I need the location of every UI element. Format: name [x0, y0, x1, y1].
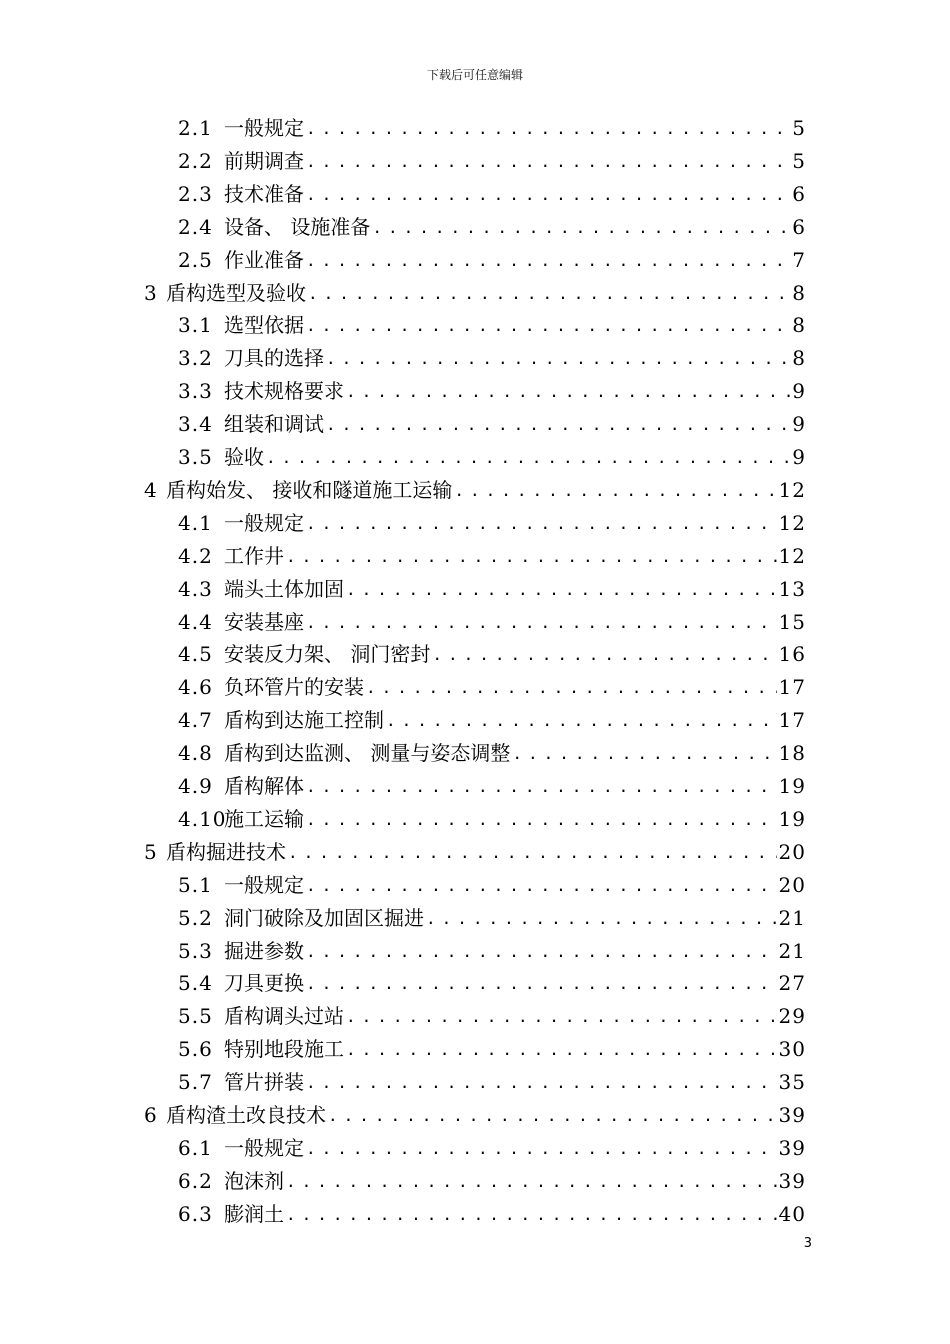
toc-dot-leader [306, 178, 790, 211]
toc-dot-leader [306, 507, 777, 540]
toc-entry-title: 技术规格要求 [224, 379, 344, 404]
toc-entry-title: 负环管片的安装 [224, 675, 364, 700]
toc-entry-page: 19 [778, 806, 806, 831]
toc-entry-title: 安装反力架、 洞门密封 [224, 642, 431, 667]
toc-dot-leader [306, 803, 777, 836]
toc-entry[interactable] [178, 112, 806, 145]
toc-entry-title: 洞门破除及加固区掘进 [224, 905, 424, 930]
toc-dot-leader [306, 244, 790, 277]
toc-entry[interactable] [178, 704, 806, 737]
toc-entry-title: 泡沫剂 [224, 1168, 284, 1193]
toc-dot-leader [306, 770, 777, 803]
toc-entry-number: 4.1 [178, 510, 213, 535]
toc-entry-number: 5.1 [178, 872, 213, 897]
toc-entry-title: 盾构解体 [224, 774, 304, 798]
toc-entry[interactable] [178, 507, 806, 540]
toc-entry[interactable] [144, 277, 806, 310]
toc-entry-title: 掘进参数 [224, 938, 304, 963]
toc-entry-page: 29 [778, 1004, 806, 1029]
toc-entry-number: 3 [144, 280, 158, 305]
toc-entry[interactable] [178, 737, 806, 770]
toc-dot-leader [372, 211, 790, 244]
toc-entry[interactable] [178, 967, 806, 1000]
toc-dot-leader [346, 375, 790, 408]
toc-entry-number: 4.8 [178, 741, 213, 766]
toc-entry[interactable] [178, 1066, 806, 1099]
toc-entry-page: 27 [778, 971, 806, 996]
toc-entry-number: 4.10 [178, 806, 227, 831]
toc-entry-title: 膨润土 [224, 1201, 284, 1226]
toc-entry[interactable] [178, 211, 806, 244]
toc-entry-number: 2.1 [178, 116, 213, 140]
toc-entry[interactable] [178, 178, 806, 211]
toc-entry[interactable] [178, 770, 806, 803]
toc-entry-number: 5.3 [178, 938, 213, 963]
toc-entry-number: 5 [144, 839, 158, 864]
toc-entry-title: 工作井 [224, 543, 284, 568]
toc-dot-leader [286, 1165, 777, 1198]
toc-entry-number: 4.7 [178, 708, 213, 733]
toc-entry-page: 30 [778, 1037, 806, 1062]
toc-entry-page: 16 [778, 642, 806, 667]
toc-dot-leader [288, 836, 777, 869]
toc-entry[interactable] [178, 408, 806, 441]
toc-dot-leader [306, 606, 777, 639]
toc-dot-leader [286, 540, 777, 573]
toc-entry[interactable] [178, 935, 806, 968]
toc-entry-number: 6 [144, 1103, 158, 1127]
toc-entry-title: 技术准备 [224, 181, 304, 206]
toc-entry[interactable] [178, 671, 806, 704]
toc-entry[interactable] [178, 902, 806, 935]
toc-entry-title: 施工运输 [224, 806, 304, 831]
toc-entry-title: 作业准备 [224, 247, 304, 272]
toc-entry-number: 2.2 [178, 148, 213, 173]
toc-entry[interactable] [178, 441, 806, 474]
toc-entry[interactable] [178, 869, 806, 902]
toc-dot-leader [306, 145, 790, 178]
toc-entry-number: 5.4 [178, 971, 213, 996]
toc-entry-page: 12 [778, 477, 806, 502]
toc-dot-leader [366, 671, 777, 704]
toc-entry-title: 验收 [224, 445, 264, 469]
toc-entry-title: 一般规定 [224, 116, 304, 140]
toc-entry[interactable] [178, 1033, 806, 1066]
toc-dot-leader [328, 1099, 777, 1132]
toc-entry-page: 18 [778, 741, 806, 766]
toc-entry-title: 端头土体加固 [224, 576, 344, 601]
toc-entry-title: 组装和调试 [224, 412, 324, 437]
toc-entry[interactable] [178, 573, 806, 606]
toc-entry-number: 2.5 [178, 247, 213, 272]
toc-dot-leader [286, 1198, 777, 1231]
toc-dot-leader [306, 935, 777, 968]
page-header: 下载后可任意编辑 [426, 68, 523, 82]
toc-entry-number: 5.6 [178, 1037, 213, 1062]
page-number: 3 [803, 1236, 812, 1251]
toc-entry-page: 17 [778, 675, 806, 700]
toc-entry-title: 盾构调头过站 [224, 1004, 344, 1029]
toc-dot-leader [326, 342, 790, 375]
toc-entry[interactable] [178, 638, 806, 671]
toc-entry-page: 40 [778, 1201, 806, 1226]
toc-entry-title: 盾构掘进技术 [166, 839, 286, 864]
toc-entry-title: 特别地段施工 [224, 1037, 344, 1062]
toc-entry[interactable] [144, 1099, 806, 1132]
toc-dot-leader [346, 1000, 777, 1033]
toc-entry-number: 6.2 [178, 1168, 213, 1193]
toc-entry-title: 盾构到达监测、 测量与姿态调整 [224, 741, 511, 766]
toc-dot-leader [306, 112, 790, 145]
toc-entry[interactable] [178, 803, 806, 836]
toc-entry-number: 4.9 [178, 774, 213, 798]
toc-dot-leader [346, 573, 777, 606]
toc-entry-number: 2.3 [178, 181, 213, 206]
toc-entry-page: 21 [778, 905, 806, 930]
toc-entry-title: 设备、 设施准备 [224, 214, 371, 239]
toc-entry-number: 4.5 [178, 642, 213, 667]
toc-dot-leader [306, 1132, 777, 1165]
toc-entry[interactable] [178, 1198, 806, 1231]
toc-entry-title: 一般规定 [224, 510, 304, 535]
toc-entry-number: 3.2 [178, 346, 213, 371]
toc-entry-page: 8 [792, 346, 806, 371]
toc-entry[interactable] [178, 540, 806, 573]
toc-entry-page: 13 [778, 576, 806, 601]
toc-entry-number: 3.4 [178, 412, 213, 437]
toc-entry-page: 6 [792, 214, 806, 239]
toc-dot-leader [306, 309, 790, 342]
toc-entry-number: 5.2 [178, 905, 213, 930]
toc-entry-page: 5 [792, 148, 806, 173]
toc-dot-leader [308, 277, 790, 310]
toc-entry-page: 17 [778, 708, 806, 733]
toc-entry-number: 5.7 [178, 1070, 213, 1095]
toc-entry-title: 选型依据 [224, 313, 304, 338]
toc-dot-leader [346, 1033, 777, 1066]
toc-entry-page: 9 [792, 412, 806, 437]
toc-entry-number: 6.3 [178, 1201, 213, 1226]
toc-entry[interactable] [178, 309, 806, 342]
toc-entry-page: 21 [778, 938, 806, 963]
toc-dot-leader [306, 967, 777, 1000]
toc-entry-page: 5 [792, 116, 806, 140]
toc-entry-page: 20 [778, 872, 806, 897]
toc-entry-number: 6.1 [178, 1135, 213, 1160]
toc-entry-number: 3.3 [178, 379, 213, 404]
toc-dot-leader [432, 638, 776, 671]
toc-entry-title: 刀具更换 [224, 971, 304, 996]
toc-entry-number: 4.4 [178, 609, 213, 634]
toc-dot-leader [386, 704, 777, 737]
toc-dot-leader [454, 474, 776, 507]
toc-entry-page: 15 [778, 609, 806, 634]
toc-entry-title: 盾构始发、 接收和隧道施工运输 [166, 477, 453, 502]
toc-entry-title: 盾构选型及验收 [166, 280, 306, 305]
toc-entry-page: 6 [792, 181, 806, 206]
toc-entry-page: 19 [778, 774, 806, 798]
toc-entry-title: 盾构渣土改良技术 [166, 1103, 326, 1127]
toc-entry-number: 3.1 [178, 313, 213, 338]
toc-entry-number: 4.3 [178, 576, 213, 601]
toc-entry-page: 8 [792, 313, 806, 338]
toc-entry[interactable] [178, 244, 806, 277]
toc-entry[interactable] [144, 474, 806, 507]
toc-entry-number: 4 [144, 477, 158, 502]
toc-entry[interactable] [144, 836, 806, 869]
toc-entry-page: 7 [792, 247, 806, 272]
toc-dot-leader [512, 737, 776, 770]
toc-dot-leader [306, 1066, 777, 1099]
toc-entry-number: 4.6 [178, 675, 213, 700]
toc-entry-page: 20 [778, 839, 806, 864]
toc-entry-title: 管片拼装 [224, 1070, 304, 1095]
toc-entry[interactable] [178, 145, 806, 178]
toc-entry-page: 39 [778, 1168, 806, 1193]
toc-entry-page: 8 [792, 280, 806, 305]
toc-dot-leader [426, 902, 777, 935]
toc-entry-title: 一般规定 [224, 1135, 304, 1160]
toc-entry-number: 5.5 [178, 1004, 213, 1029]
toc-entry-title: 刀具的选择 [224, 346, 324, 371]
toc-entry-title: 前期调查 [224, 148, 304, 173]
toc-entry-page: 35 [778, 1070, 806, 1095]
toc-entry-page: 39 [778, 1103, 806, 1127]
toc-entry-page: 39 [778, 1135, 806, 1160]
toc-entry[interactable] [178, 1000, 806, 1033]
toc-entry-page: 9 [792, 445, 806, 469]
toc-entry-number: 2.4 [178, 214, 213, 239]
toc-entry-page: 9 [792, 379, 806, 404]
toc-dot-leader [266, 441, 790, 474]
toc-dot-leader [306, 869, 777, 902]
toc-entry[interactable] [178, 375, 806, 408]
toc-entry-title: 盾构到达施工控制 [224, 708, 384, 733]
toc-entry[interactable] [178, 606, 806, 639]
toc-entry-page: 12 [778, 510, 806, 535]
toc-entry-number: 4.2 [178, 543, 213, 568]
toc-entry-number: 3.5 [178, 445, 213, 469]
toc-dot-leader [326, 408, 790, 441]
toc-entry[interactable] [178, 342, 806, 375]
toc-entry[interactable] [178, 1165, 806, 1198]
toc-entry-page: 12 [778, 543, 806, 568]
toc-entry[interactable] [178, 1132, 806, 1165]
toc-entry-title: 一般规定 [224, 872, 304, 897]
toc-entry-title: 安装基座 [224, 609, 304, 634]
